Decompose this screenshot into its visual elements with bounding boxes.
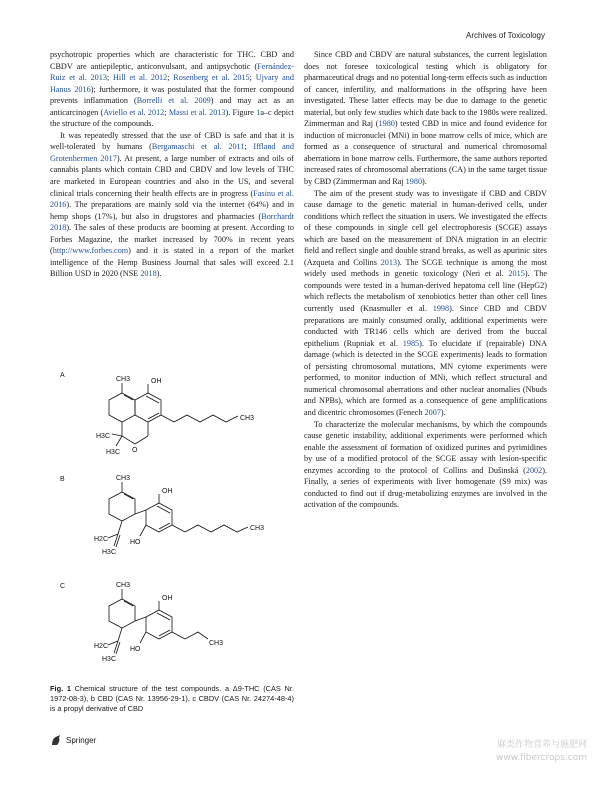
springer-horse-icon	[50, 734, 62, 746]
text-run: psychotropic properties which are characteristic for THC. CBD and CBDV are antiepileptic, anticonvulsant, and antipsychotic (	[50, 50, 294, 71]
citation-link[interactable]: Borrelli et al. 2009	[136, 96, 211, 106]
text-run: ).	[156, 269, 162, 279]
left-column	[50, 49, 294, 280]
text-run: ).	[422, 177, 427, 187]
atom-ho: HO	[130, 539, 141, 546]
citation-link[interactable]: Fasinu et al. 2016	[50, 188, 294, 210]
atom-oh: OH	[162, 595, 173, 602]
paragraph	[50, 130, 294, 280]
atom-ch3-top: CH3	[116, 376, 131, 383]
citation-link[interactable]: Ujvary and Hanus 2016	[50, 73, 294, 94]
atom-ho: HO	[130, 646, 141, 653]
citation-link[interactable]: Aviello et al. 2012	[103, 107, 165, 117]
publisher-name: Springer	[66, 735, 97, 745]
text-run: ;	[244, 142, 254, 152]
text-run: ); furthermore, it was postulated that the former compound prevents inflammation (	[50, 84, 294, 106]
text-run: It was repeatedly stressed that the use of CBD is safe and that it is well-tolerated by humans (	[50, 130, 294, 152]
atom-ch3-tail: CH3	[240, 415, 255, 422]
atom-h2c: H2C	[94, 643, 109, 650]
text-run: ). To elucidate if (repairable) DNA damage (which is detected in the SCGE experiments) leads to formation of persisting chromosomal mutations, MN cytome experiments were performed, to monitor induction of MNi, which reflect structural and numerical chromosomal aberrations and other nuclear anomalies (Nbuds and NPBs), which are formed as a consequence of gene amplifications and dicentric chromosomes (Fenech	[304, 338, 547, 417]
citation-link[interactable]: 1980	[378, 119, 395, 129]
citation-link[interactable]: 2013	[380, 257, 398, 267]
citation-link[interactable]: 2018	[140, 269, 157, 279]
panel-label-c: C	[60, 583, 66, 590]
text-run: ;	[249, 73, 256, 83]
atom-h2c: H2C	[94, 536, 109, 543]
paragraph	[50, 49, 294, 130]
atom-oh: OH	[162, 488, 173, 495]
footer	[50, 734, 96, 746]
running-header: Archives of Toxicology	[466, 31, 545, 40]
text-run: ). Figure	[225, 107, 257, 117]
text-run: ) and may act as an anticarcinogen (	[50, 96, 294, 117]
figure-caption	[50, 684, 294, 714]
text-run: ). The sales of these products are booming at present. According to Forbes Magazine, the market increased by 700% in recent years (	[50, 223, 294, 256]
atom-h3c-b: H3C	[106, 449, 121, 456]
citation-link[interactable]: Rosenberg et al. 2015	[173, 73, 250, 83]
text-run: ;	[164, 107, 169, 117]
text-run: ;	[167, 73, 174, 83]
right-column	[304, 49, 547, 511]
citation-link[interactable]: 2007	[424, 407, 441, 417]
paragraph	[304, 419, 547, 511]
text-run: ). Since CBD and CBDV preparations are mainly consumed orally, additional experiments were conducted with TR146 cells which are derived from the buccal epithelium (Rupniak et al.	[304, 304, 547, 348]
citation-link[interactable]: Fernández-Ruiz et al. 2013	[50, 61, 294, 83]
citation-link[interactable]: 1985	[402, 338, 420, 348]
text-run: ). At present, a large number of extracts and oils of cannabis plants which contain CBD and CBDV and low levels of THC are marketed in European countries and also in the US, and several clinical trials concerning their health effects are in progress (	[50, 153, 294, 198]
citation-link[interactable]: 1998	[432, 304, 450, 314]
atom-oh: OH	[151, 378, 162, 385]
atom-ch3-tail: CH3	[250, 525, 265, 532]
citation-link[interactable]: http://www.forbes.com	[52, 246, 129, 256]
atom-ch3-top: CH3	[116, 582, 131, 589]
citation-link[interactable]: 2015	[508, 269, 525, 279]
text-run: ). The SCGE technique is among the most widely used methods in genetic toxicology (Neri et al.	[304, 257, 548, 279]
citation-link[interactable]: 1980	[405, 177, 423, 187]
caption-label: Fig. 1	[50, 684, 71, 693]
atom-o: O	[132, 447, 138, 454]
text-run: To characterize the molecular mechanisms, by which the compounds cause genetic instability, additional experiments were performed which enable the assessment of formation of oxidized purines and pyrimidines by use of a modified protocol of the SCGE assay with lesion-specific enzymes according to the protocol of Collins and Dušinská (	[304, 419, 547, 475]
atom-h3c: H3C	[102, 549, 117, 556]
panel-label-a: A	[60, 372, 65, 379]
text-run: ).	[440, 407, 446, 417]
text-run: a–c depict the structure of the compounds.	[50, 107, 294, 129]
citation-link[interactable]: Borchardt 2018	[50, 211, 294, 233]
panel-label-b: B	[60, 476, 65, 483]
citation-link[interactable]: 1	[256, 107, 261, 117]
text-run: ). Finally, a series of experiments with liver homogenate (S9 mix) was conducted to find out if drug-metabolizing enzymes are involved in the activation of the compounds.	[304, 465, 547, 510]
atom-ch3-tail: CH3	[209, 640, 224, 647]
cbdv-structure	[80, 579, 270, 679]
citation-link[interactable]: 2002	[525, 465, 543, 475]
watermark	[496, 739, 587, 765]
atom-ch3-top: CH3	[116, 475, 131, 482]
text-run: The aim of the present study was to investigate if CBD and CBDV cause damage to the genetic material in human-derived cells, under conditions which reflect the situation in users. We investigated the effects of these compounds in single cell gel electrophoresis (SCGE) assays which are based on the measurement of DNA migration in an electric field and reflect single and double strand breaks, as well as apurinic sites (Azqueta and Collins	[304, 188, 547, 267]
atom-h3c: H3C	[102, 656, 117, 663]
citation-link[interactable]: Bergamaschi et al. 2011	[151, 142, 245, 152]
text-run: Since CBD and CBDV are natural substances, the current legislation does not foresee toxicological testing which is obligatory for pharmaceutical drugs and no potential long-term effects such as induction of cancer, infertility, and malformations in the offspring have been investigated. These latter effects may be due to damage to the genetic material, but only few studies which date back to the 1980s were realized. Zimmerman and Raj (	[304, 50, 547, 129]
atom-h3c-a: H3C	[96, 433, 111, 440]
cbd-structure	[80, 472, 270, 577]
watermark-line1: 麻类作物营养与施肥网	[496, 740, 587, 750]
text-run: ) and it is stated in a report of the market intelligence of the Hemp Business Journal that sales will exceed 2.1 Billion USD in 2020 (NSE	[50, 246, 294, 279]
paragraph	[304, 188, 547, 419]
thc-structure	[80, 368, 270, 468]
paragraph	[304, 49, 547, 188]
citation-link[interactable]: Massi et al. 2013	[168, 107, 226, 117]
citation-link[interactable]: Iffland and Grotenhermen 2017	[50, 142, 294, 163]
text-run: ) tested CBD in mice and found evidence for induction of micronuclei (MNi) in bone marrow cells of mice, which are formed as a consequence of structural and numerical chromosomal aberrations in bone marrow cells. Furthermore, the same authors reported increased rates of chromosomal aberrations (CA) in the same target tissue by CBD (Zimmerman and Raj	[304, 119, 547, 187]
text-run: ). The preparations are mainly sold via the internet (64%) and in hemp shops (17%), but also in drugstores and pharmacies (	[50, 200, 294, 221]
caption-text: Chemical structure of the test compounds. a Δ9-THC (CAS Nr. 1972-08-3), b CBD (CAS Nr. 13956-29-1), c CBDV (CAS Nr. 24274-48-4) is a propyl derivative of CBD	[50, 684, 294, 713]
citation-link[interactable]: Hill et al. 2012	[113, 73, 168, 83]
text-run: ;	[106, 73, 113, 83]
text-run: ). The compounds were tested in a human-derived hepatoma cell line (HepG2) which reflects the metabolism of xenobiotics better than other cell lines currently used (Knasmuller et al.	[304, 269, 547, 314]
watermark-line2: www.fibercrops.com	[496, 753, 587, 763]
